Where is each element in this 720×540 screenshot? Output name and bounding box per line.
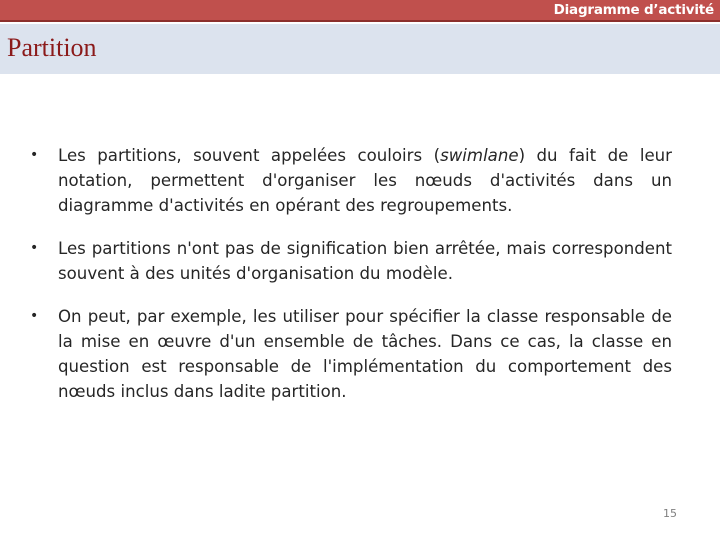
page-title: Partition [7, 33, 97, 62]
bullet-text-start: Les partitions, souvent appelées couloirs ( [58, 146, 441, 165]
page-number: 15 [663, 507, 677, 520]
bullet-item [30, 143, 672, 218]
bullet-icon: • [30, 147, 39, 163]
bullet-icon: • [30, 240, 39, 256]
bullet-icon: • [30, 308, 39, 324]
header-bar [0, 0, 720, 22]
header-title: Diagramme d’activité [553, 2, 714, 18]
bullet-text: Les partitions n'ont pas de signification bien arrêtée, mais correspondent souvent à des unités d'organisation du modèle. [58, 239, 672, 283]
bullet-list [30, 143, 672, 422]
title-band [0, 24, 720, 74]
bullet-text: On peut, par exemple, les utiliser pour spécifier la classe responsable de la mise en œuvre d'un ensemble de tâches. Dans ce cas, la classe en question est responsable de l'implémentation du comportement des nœuds inclus dans ladite partition. [58, 307, 672, 401]
bullet-item [30, 304, 672, 404]
bullet-italic-term: swimlane [440, 146, 519, 165]
bullet-item [30, 236, 672, 286]
bullet-text-end: ) du fait de leur notation, permettent d'organiser les nœuds d'activités dans un diagramme d'activités en opérant des regroupements. [58, 146, 672, 215]
